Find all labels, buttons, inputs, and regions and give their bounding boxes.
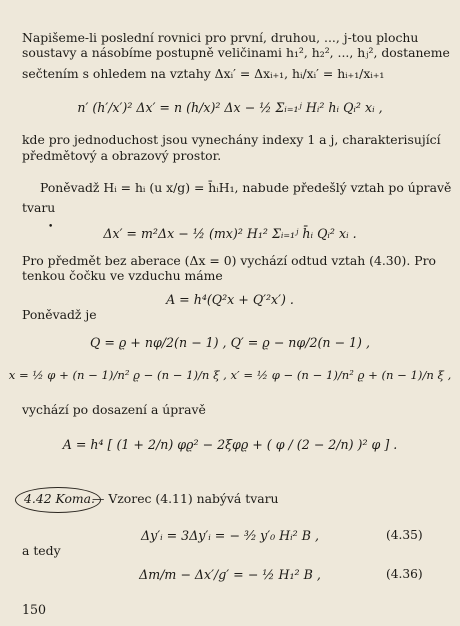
text-line: Napišeme-li poslední rovnici pro první, druhou, ..., j-tou plochu	[22, 30, 419, 45]
text-line: vychází po dosazení a úpravě	[22, 402, 206, 417]
equation: Δy′ᵢ = 3Δy′ᵢ = − ³⁄₂ y′₀ Hᵢ² B ,	[141, 528, 319, 543]
equation: n′ (h′/x′)² Δx′ = n (h/x)² Δx − ½ Σᵢ₌₁ʲ Hᵢ² hᵢ Qᵢ² xᵢ ,	[77, 100, 383, 115]
text-line: předmětový a obrazový prostor.	[22, 148, 222, 163]
text-line: tvaru	[22, 200, 56, 215]
text-line: Poněvadž Hᵢ = hᵢ (u x/g) = h̄ᵢH₁, nabude předešlý vztah po úpravě	[40, 180, 452, 195]
equation-number: (4.36)	[386, 567, 423, 581]
text-line: — Vzorec (4.11) nabývá tvaru	[92, 491, 279, 506]
text-line: tenkou čočku ve vzduchu máme	[22, 268, 223, 283]
margin-mark: •	[48, 222, 54, 232]
equation-number: (4.35)	[386, 528, 423, 542]
equation: A = h⁴ [ (1 + 2/n) φϱ² − 2ξφϱ + ( φ / (2 − 2/n) )² φ ] .	[62, 437, 398, 452]
equation: Q = ϱ + nφ/2(n − 1) , Q′ = ϱ − nφ/2(n − 1) ,	[90, 335, 370, 350]
section-heading: 4.42 Koma.	[24, 491, 95, 506]
equation: x = ½ φ + (n − 1)/n² ϱ − (n − 1)/n ξ , x′ = ½ φ − (n − 1)/n² ϱ + (n − 1)/n ξ ,	[8, 368, 452, 382]
page-number: 150	[22, 602, 47, 617]
text-line: soustavy a násobíme postupně veličinami h₁², h₂², ..., hⱼ², dostaneme	[22, 45, 450, 60]
text-line: Poněvadž je	[22, 307, 97, 322]
text-line: Pro předmět bez aberace (Δx = 0) vychází odtud vztah (4.30). Pro	[22, 253, 436, 268]
equation: Δm/m − Δx′/g′ = − ½ H₁² B ,	[139, 567, 321, 582]
text-line: kde pro jednoduchost jsou vynechány indexy 1 a j, charakterisující	[22, 132, 441, 147]
equation: A = h⁴(Q²x + Q′²x′) .	[166, 292, 294, 307]
text-line: sečtením s ohledem na vztahy Δxᵢ′ = Δxᵢ₊₁, hᵢ/xᵢ′ = hᵢ₊₁/xᵢ₊₁	[22, 66, 385, 81]
text-line: a tedy	[22, 543, 61, 558]
equation: Δx′ = m²Δx − ½ (mx)² H₁² Σᵢ₌₁ʲ h̄ᵢ Qᵢ² xᵢ .	[103, 226, 357, 241]
